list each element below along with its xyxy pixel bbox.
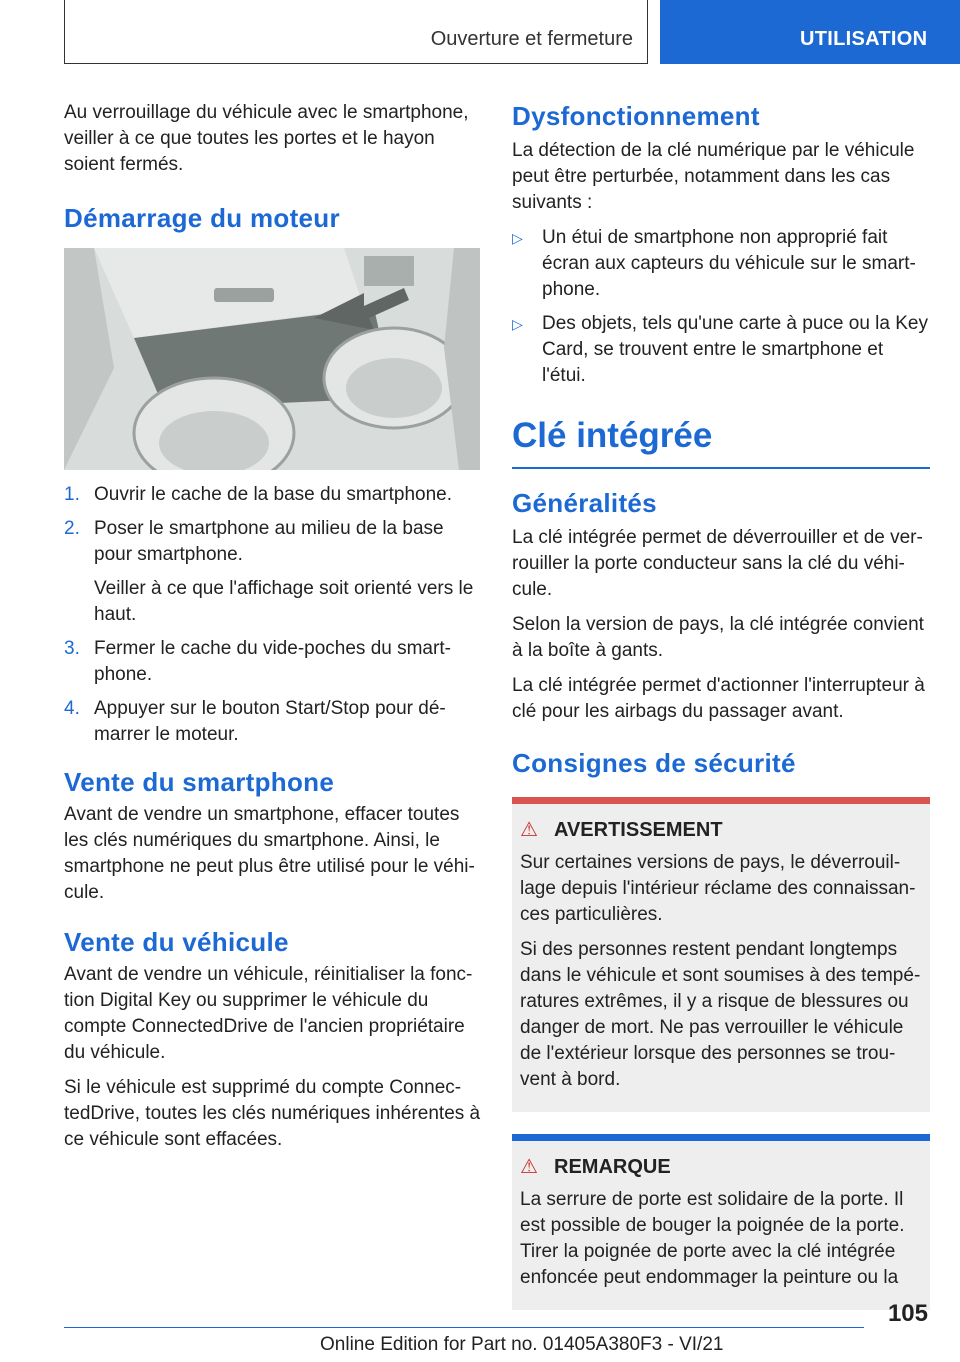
- bullet-text: Des objets, tels qu'une carte à puce ou la Key Card, se trouvent entre le smartphone et l'étui.: [542, 313, 928, 386]
- step-subtext: Veiller à ce que l'affichage soit orienté vers le haut.: [94, 578, 474, 625]
- warning-paragraph-2: Si des personnes restent pendant longtemps dans le véhicule et sont soumises à des tempé-ratures extrêmes, il y a risque de blessures ou danger de mort. Ne pas verrouiller le véhicule de l'extérieur lorsque des personnes se trou-vent à bord.: [520, 939, 921, 1090]
- step-text: Poser le smartphone au milieu de la base pour smartphone.: [94, 518, 444, 565]
- warning-title: [520, 816, 922, 844]
- list-item: [512, 225, 930, 303]
- heading-rule: [512, 467, 930, 469]
- generalites-paragraph-1: La clé intégrée permet de déverrouiller et de ver-rouiller la porte conducteur sans la clé du véhi-cule.: [512, 527, 923, 600]
- vente-vehicule-paragraph-2: Si le véhicule est supprimé du compte Connec-tedDrive, toutes les clés numériques inhérentes à ce véhicule sont effacées.: [64, 1077, 481, 1150]
- page-number: 105: [887, 1300, 928, 1327]
- warning-triangle-icon: ⚠: [520, 819, 538, 841]
- step-number: 4.: [64, 698, 80, 719]
- warning-paragraph-1: Sur certaines versions de pays, le déverrouil-lage depuis l'intérieur réclame des connaissan-ces particulières.: [520, 852, 916, 925]
- step-text: Appuyer sur le bouton Start/Stop pour dé-marrer le moteur.: [94, 698, 446, 745]
- steps-list: [64, 482, 482, 748]
- list-item: [64, 482, 482, 508]
- list-item: [64, 516, 482, 628]
- bullets-list: [512, 225, 930, 389]
- step-number: 3.: [64, 638, 80, 659]
- header-chapter-label: UTILISATION: [800, 28, 928, 50]
- footer-edition: Online Edition for Part no. 01405A380F3 - VI/21: [320, 1334, 724, 1355]
- right-column: [512, 100, 930, 1332]
- step-text: Fermer le cache du vide-poches du smart-phone.: [94, 638, 451, 685]
- dysfonctionnement-paragraph: La détection de la clé numérique par le véhicule peut être perturbée, notamment dans les cas suivants :: [512, 140, 915, 213]
- triangle-right-outline-icon: ▷: [512, 316, 523, 332]
- remarque-box: [512, 1134, 930, 1310]
- warning-triangle-icon: ⚠: [520, 1156, 538, 1178]
- step-number: 2.: [64, 518, 80, 539]
- remarque-bar: [512, 1134, 930, 1141]
- intro-paragraph: Au verrouillage du véhicule avec le smartphone, veiller à ce que toutes les portes et le hayon soient fermés.: [64, 102, 469, 175]
- warning-box: [512, 797, 930, 1112]
- header-section-title: Ouverture et fermeture: [430, 28, 633, 50]
- smartphone-tray-illustration: [64, 248, 480, 470]
- list-item: [64, 696, 482, 748]
- footer-rule: [64, 1327, 864, 1328]
- triangle-right-outline-icon: ▷: [512, 230, 523, 246]
- vente-vehicule-paragraph-1: Avant de vendre un véhicule, réinitialiser la fonc-tion Digital Key ou supprimer le véhicule du compte ConnectedDrive de l'ancien propriétaire du véhicule.: [64, 964, 473, 1063]
- warning-bar: [512, 797, 930, 804]
- generalites-heading: Généralités: [512, 488, 657, 518]
- consignes-heading: Consignes de sécurité: [512, 748, 796, 778]
- list-item: [512, 311, 930, 389]
- remarque-paragraph-1: La serrure de porte est solidaire de la porte. Il est possible de bouger la poignée de la porte. Tirer la poignée de porte avec la clé intégrée enfoncée peut endommager la peinture ou la: [520, 1189, 905, 1288]
- list-item: [64, 636, 482, 688]
- header-chapter-tab: [660, 0, 960, 64]
- step-number: 1.: [64, 484, 80, 505]
- left-column: [64, 100, 482, 1162]
- header-section-box: [64, 0, 648, 64]
- generalites-paragraph-2: Selon la version de pays, la clé intégrée convient à la boîte à gants.: [512, 614, 924, 661]
- remarque-title: [520, 1153, 922, 1181]
- step-text: Ouvrir le cache de la base du smartphone.: [94, 484, 453, 505]
- bullet-text: Un étui de smartphone non approprié fait écran aux capteurs du véhicule sur le smart-phone.: [542, 227, 916, 300]
- dysfonctionnement-heading: Dysfonctionnement: [512, 101, 760, 131]
- cle-integree-heading: Clé intégrée: [512, 416, 713, 455]
- vente-smartphone-paragraph: Avant de vendre un smartphone, effacer toutes les clés numériques du smartphone. Ainsi, le smartphone ne peut plus être utilisé pour le véhi-cule.: [64, 804, 475, 903]
- warning-label: AVERTISSEMENT: [554, 819, 723, 841]
- demarrage-heading: Démarrage du moteur: [64, 203, 340, 233]
- generalites-paragraph-3: La clé intégrée permet d'actionner l'interrupteur à clé pour les airbags du passager avant.: [512, 675, 925, 722]
- vente-smartphone-heading: Vente du smartphone: [64, 767, 335, 797]
- vente-vehicule-heading: Vente du véhicule: [64, 927, 289, 957]
- remarque-label: REMARQUE: [554, 1156, 671, 1178]
